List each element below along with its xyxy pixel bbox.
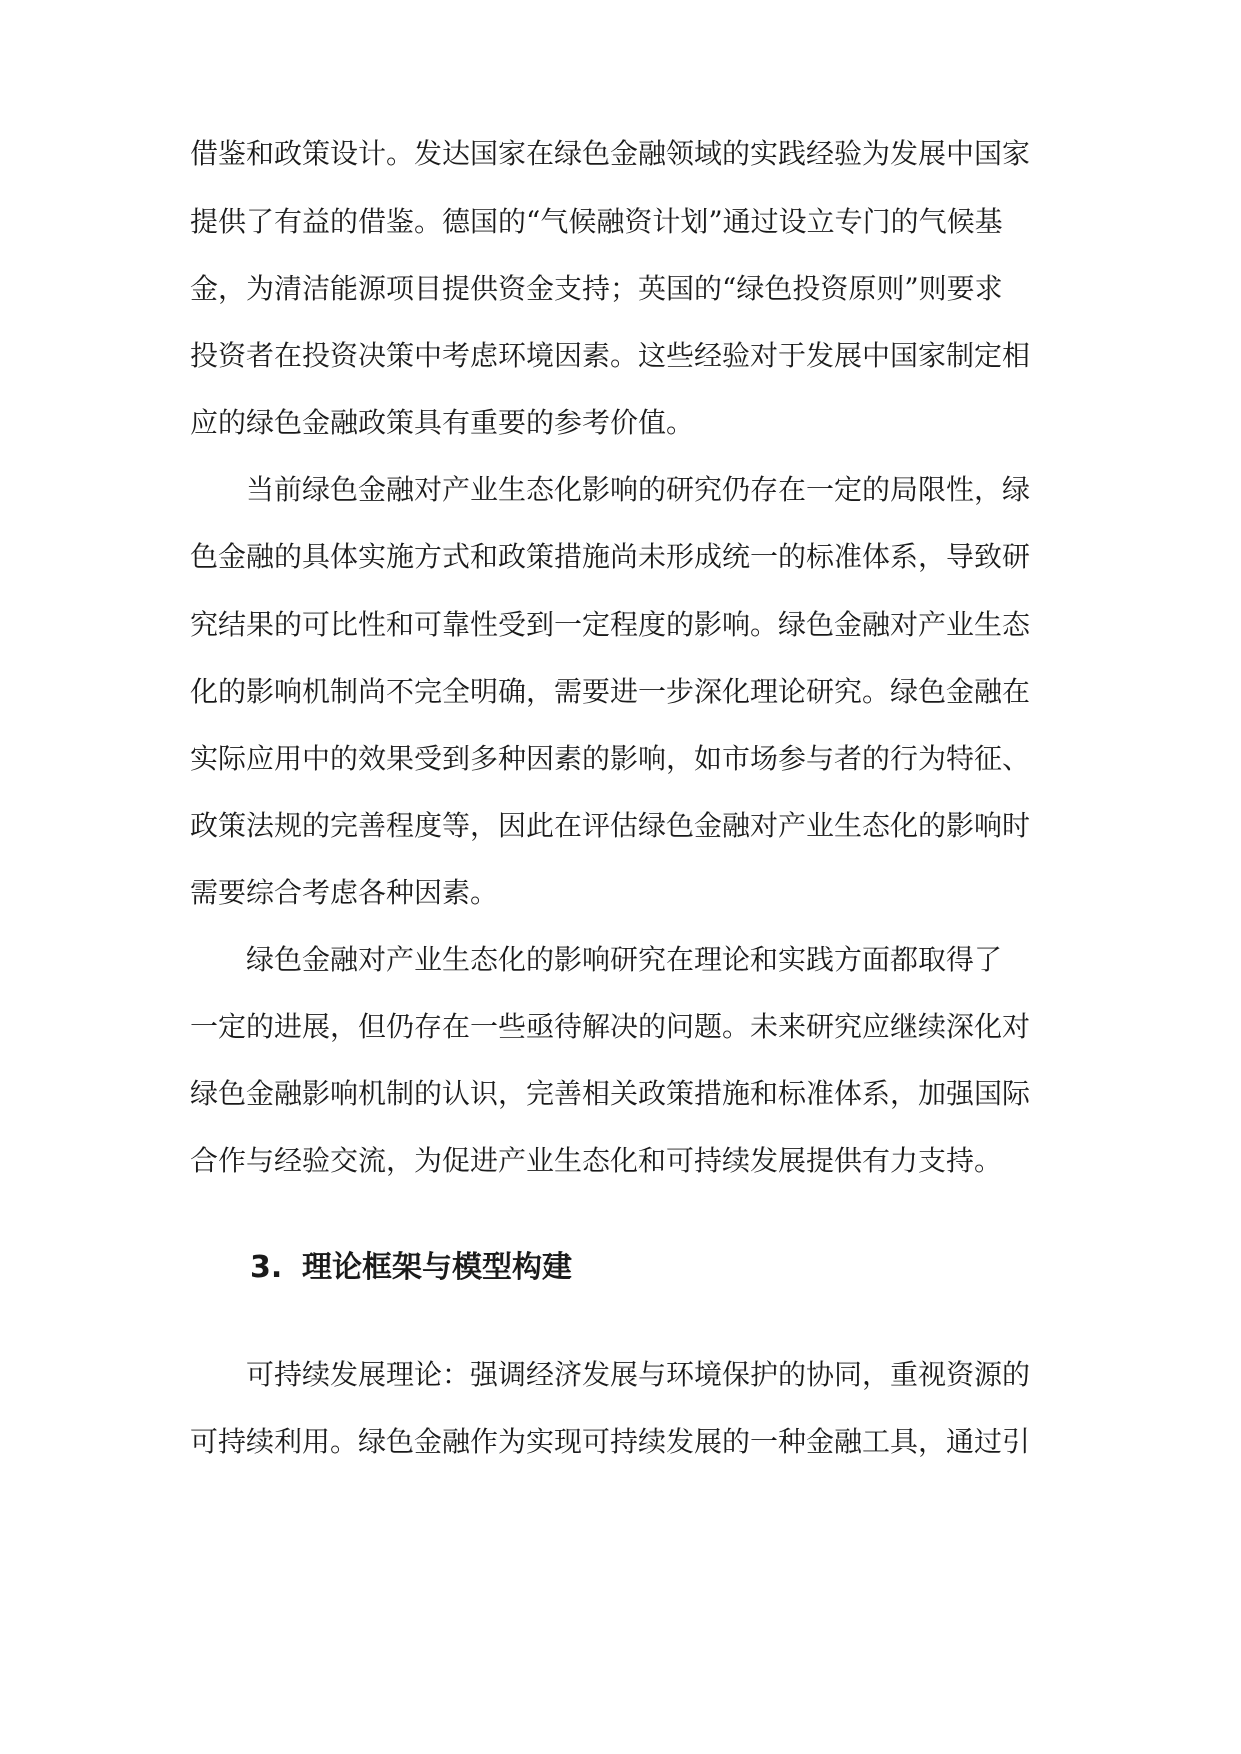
paragraph-line: 借鉴和政策设计。发达国家在绿色金融领域的实践经验为发展中国家 [190,137,1031,170]
paragraph-line: 一定的进展，但仍存在一些亟待解决的问题。未来研究应继续深化对 [190,1010,1031,1043]
paragraph-line: 需要综合考虑各种因素。 [190,876,499,909]
paragraph-line: 色金融的具体实施方式和政策措施尚未形成统一的标准体系，导致研 [190,540,1031,573]
paragraph-line: 提供了有益的借鉴。德国的“气候融资计划”通过设立专门的气候基 [190,205,1003,238]
paragraph-line: 合作与经验交流，为促进产业生态化和可持续发展提供有力支持。 [190,1144,1003,1177]
paragraph-first-line: 当前绿色金融对产业生态化影响的研究仍存在一定的局限性，绿 [246,473,1031,506]
paragraph-line: 可持续利用。绿色金融作为实现可持续发展的一种金融工具，通过引 [190,1425,1031,1458]
paragraph-line: 金，为清洁能源项目提供资金支持；英国的“绿色投资原则”则要求 [190,272,1003,305]
paragraph-first-line: 可持续发展理论：强调经济发展与环境保护的协同，重视资源的 [246,1358,1031,1391]
paragraph-line: 投资者在投资决策中考虑环境因素。这些经验对于发展中国家制定相 [190,339,1031,372]
section-number: 3. [250,1250,283,1285]
section-title: 理论框架与模型构建 [302,1250,572,1285]
paragraph-line: 究结果的可比性和可靠性受到一定程度的影响。绿色金融对产业生态 [190,608,1031,641]
paragraph-line: 应的绿色金融政策具有重要的参考价值。 [190,406,695,439]
paragraph-first-line: 绿色金融对产业生态化的影响研究在理论和实践方面都取得了 [246,943,1003,976]
section-heading [250,1246,1065,1290]
paragraph-line: 绿色金融影响机制的认识，完善相关政策措施和标准体系，加强国际 [190,1077,1031,1110]
paragraph-line: 政策法规的完善程度等，因此在评估绿色金融对产业生态化的影响时 [190,809,1031,842]
paragraph-line: 实际应用中的效果受到多种因素的影响，如市场参与者的行为特征、 [190,742,1031,775]
paragraph-line: 化的影响机制尚不完全明确，需要进一步深化理论研究。绿色金融在 [190,675,1031,708]
